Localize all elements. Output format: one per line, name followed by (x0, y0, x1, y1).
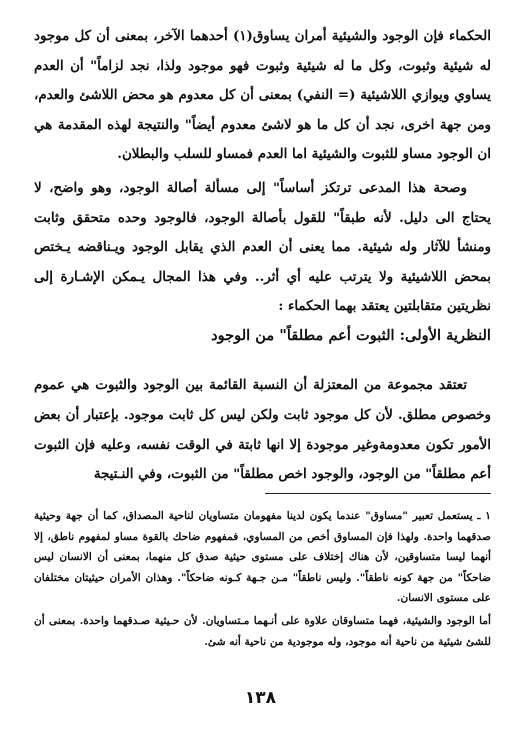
footnote-1: ١ ـ يستعمل تعبير "مساوق" عندما يكون لدينا مفهومان متساويان لناحية المصداق، كما أن جهة وحيثية صدقهما واحدة. ولهذا فإن المساوق أخص من المساوي، فمفهوم ضاحك بالقوة مساو لمفهوم ناطق، إلا أنهما ليسا متساوقين، لأن هناك إختلاف على مستوى حيثية صدق كل منهما، بمعنى أن الانسان ليس ضاحكاً" من جهة كونه ناطقاً". وليس ناطقاً" مـن جـهة كـونه ضاحكاً". وهذان الأمران حيثيتان مختلفان على مستوى الانسان. (34, 510, 491, 605)
section-heading: النظرية الأولى: الثبوت أعم مطلقاً" من الوجود (211, 327, 491, 344)
footnote-2: أما الوجود والشيئية، فهما متساوقان علاوة على أنـهما مـتساويان. لأن حـيثية صـدقهما واحدة. بمعنى أن للشئ شيئية من ناحية أنه موجود، وله موجودية من ناحية أنه شئ. (34, 614, 491, 648)
footnotes-block (34, 506, 491, 652)
body-paragraph-3: تعتقد مجموعة من المعتزلة أن النسبة القائمة بين الوجود والثبوت هي عموم وخصوص مطلق. لأن كل موجود ثابت ولكن ليس كل ثابت موجود. بإعتبار أن بعض الأمور تكون معدومةوغير موجودة إلا انها ثابتة في الوقت نفسه، وعليه فإن الثبوت أعم مطلقاً" من الوجود، والوجود اخص مطلقاً" من الثبوت، وفي النـتيجة (34, 377, 491, 483)
body-paragraph-1: الحكماء فإن الوجود والشيئية أمران يساوق(١) أحدهما الآخر، بمعنى أن كل موجود له شيئية وثبوت، وكل ما له شيئية وثبوت فهو موجود ولذا، نجد لزاماً" أن العدم يساوي ويوازي اللاشيئية (= النفي) بمعنى أن كل معدوم هو محض اللاشئ والعدم، ومن جهة اخرى، نجد أن كل ما هو لاشئ معدوم أيضاً" والنتيجة لهذه المقدمة هي ان الوجود مساو للثبوت والشيئية اما العدم فمساو للسلب والبطلان. (34, 28, 491, 163)
footnote-separator (265, 493, 491, 494)
page-number: ١٣٨ (244, 688, 277, 708)
body-paragraph-2: وصحة هذا المدعى ترتكز أساساً" إلى مسألة أصالة الوجود، وهو واضح، لا يحتاج الى دليل. لأنه طبقاً" للقول بأصالة الوجود، فالوجود وحده متحقق وثابت ومنشأ للآثار وله شيئية. مما يعنى أن العدم الذي يقابل الوجود ويـناقضه يـختص بمحض اللاشيئية ولا يترتب عليه أي أثر.. وفي هذا المجال يـمكن الإشـارة إلى نظريتين متقابلتين يعتقد بهما الحكماء : (34, 179, 491, 315)
main-text-block (34, 22, 491, 322)
